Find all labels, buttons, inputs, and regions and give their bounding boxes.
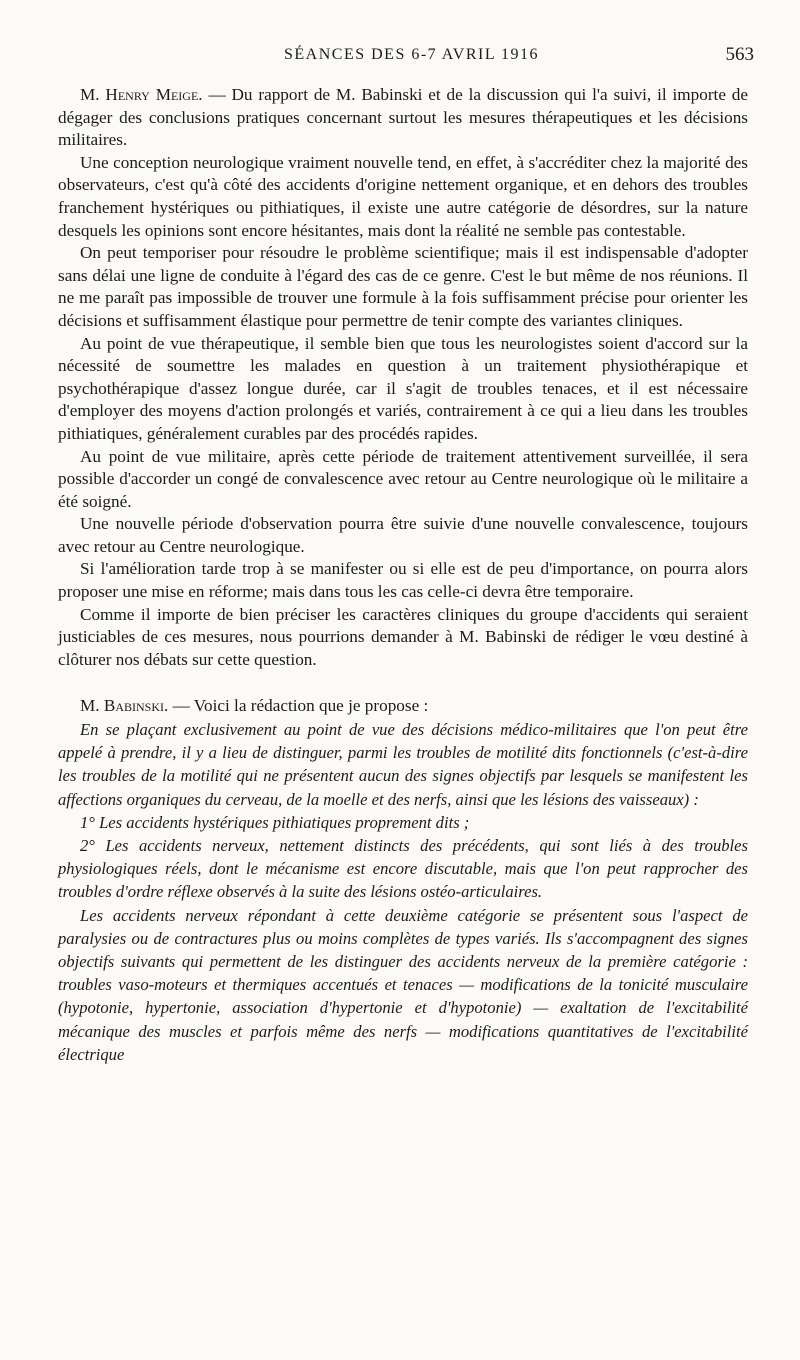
paragraph [58,84,748,152]
paragraph: Comme il importe de bien préciser les caractères cliniques du groupe d'accidents qui seraient justiciables de ces mesures, nous pourrions demander à M. Babinski de rédiger le vœu destiné à clôturer nos débats sur cette question. [58,604,748,669]
paragraph: On peut temporiser pour résoudre le problème scientifique; mais il est indispensable d'adopter sans délai une ligne de conduite à l'égard des cas de ce genre. C'est le but même de nos réunions. Il ne me paraît pas impossible de trouver une formule à la fois suffisamment précise pour orienter les décisions et suffisamment élastique pour permettre de tenir compte des variantes cliniques. [58,243,748,330]
paragraph: Les accidents nerveux répondant à cette deuxième catégorie se présentent sous l'aspect de paralysies ou de contractures plus ou moins complètes de types variés. Ils s'accompagnent des signes objectifs suivants qui permettent de les distinguer des accidents nerveux de la première catégorie : troubles vaso-moteurs et thermiques accentués et tenaces — modifications de la tonicité musculaire (hypotonie, hypertonie, association d'hypertonie et d'hypotonie) — exaltation de l'excitabilité mécanique des muscles et parfois même des nerfs — modifications quantitatives de l'excitabilité électrique [58,905,748,1064]
page-number: 563 [725,44,754,65]
paragraph: Au point de vue thérapeutique, il semble bien que tous les neurologistes soient d'accord sur la nécessité de soumettre les malades en question à un traitement physiothérapique et psychothérapique d'assez longue durée, car il s'agit de troubles tenaces, et il est nécessaire d'employer des moyens d'action prolongés et variés, contrairement à ce qui a lieu dans les troubles pithiatiques, généralement curables par des procédés rapides. [58,333,748,443]
paragraph: En se plaçant exclusivement au point de vue des décisions médico-militaires que l'on peut être appelé à prendre, il y a lieu de distinguer, parmi les troubles de motilité dits fonctionnels (c'est-à-dire les troubles de la motilité qui ne présentent aucun des signes objectifs par lesquels se manifestent les affections organiques du cerveau, de la moelle et des nerfs, ainsi que les lésions des vaisseaux) : [58,720,748,809]
running-title: SÉANCES DES 6-7 AVRIL 1916 [284,46,540,63]
paragraph: Si l'amélioration tarde trop à se manifester ou si elle est de peu d'importance, on pourra alors proposer une mise en réforme; mais dans tous les cas celle-ci devra être temporaire. [58,559,748,602]
paragraph: 2° Les accidents nerveux, nettement distincts des précédents, qui sont liés à des troubles physiologiques réels, dont le mécanisme est encore discutable, mais que l'on peut rapprocher des troubles d'ordre réflexe observés à la suite des lésions ostéo-articulaires. [58,836,748,902]
page-header [60,44,754,72]
proposed-text [58,718,748,1066]
paragraph: Une conception neurologique vraiment nouvelle tend, en effet, à s'accréditer chez la majorité des observateurs, c'est qu'à côté des accidents d'origine nettement organique, et en dehors des troubles franchement hystériques ou pithiatiques, il existe une autre catégorie de désordres, sur la nature desquels les opinions sont encore hésitantes, mais dont la réalité ne semble pas contestable. [58,152,748,240]
paragraph-text: — Du rapport de M. Babinski et de la discussion qui l'a suivi, il importe de dégager des conclusions pratiques concernant surtout les mesures thérapeutiques et les décisions militaires. [58,85,749,150]
speaker-name: M. Babinski. [80,696,169,716]
paragraph: Une nouvelle période d'observation pourra être suivie d'une nouvelle convalescence, toujours avec retour au Centre neurologique. [58,514,748,556]
speaker-name: M. Henry Meige. [80,85,203,104]
paragraph: Au point de vue militaire, après cette période de traitement attentivement surveillée, il sera possible d'accorder un congé de convalescence avec retour au Centre neurologique où le militaire a été soigné. [58,446,748,511]
paragraph-text: — Voici la rédaction que je propose : [172,696,429,716]
paragraph: 1° Les accidents hystériques pithiatiques proprement dits ; [80,812,470,832]
body-text [58,84,748,1066]
paragraph [58,695,748,718]
